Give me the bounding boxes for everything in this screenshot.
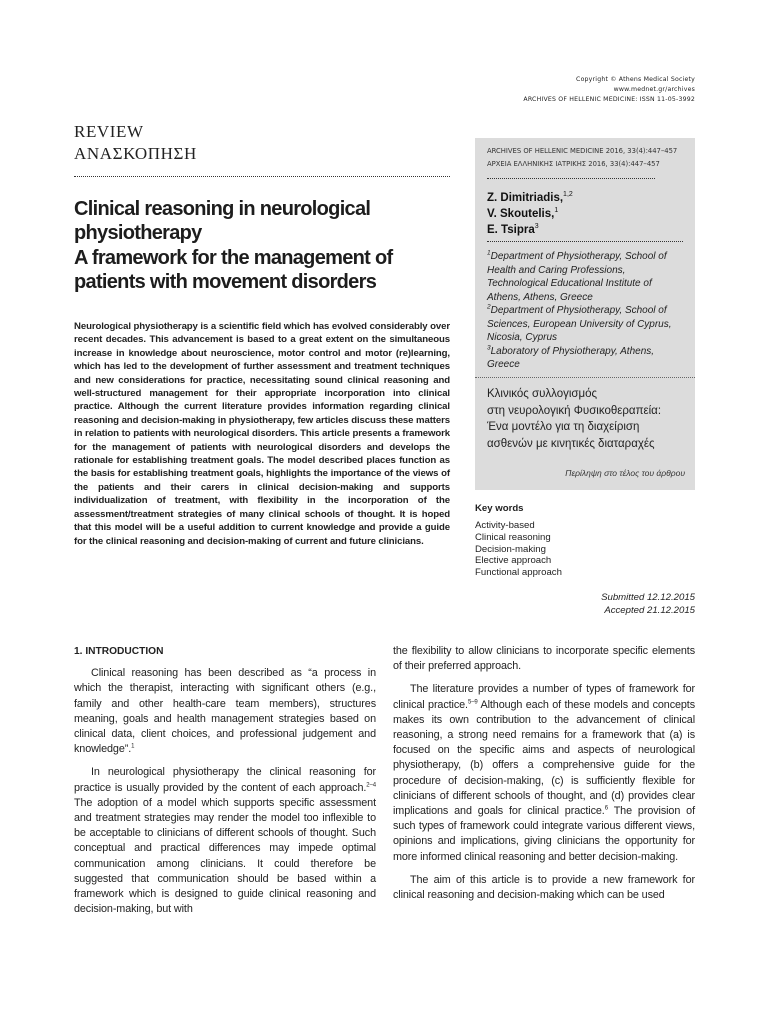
keywords-heading: Key words <box>475 503 524 514</box>
divider <box>487 241 683 242</box>
paragraph: The literature provides a number of types of framework for clinical practice.$^{5-9}$ Although each of these models and concepts makes its own contribution to the advancement of clinical reasoning, a strong need remains for a framework that (a) is focused on the specific aims and aspects of neurological physiotherapy, (b) offers a comprehensive guide for the procedure of decision-making, (c) is sufficiently flexible for clinicians of different schools of thought, and (d) provides clear implications and goals for clinical practice.$^6$ The provision of such types of framework could integrate various different views, opinions and implications, giving clinicians the opportunity for more informed clinical reasoning and better decision-making. <box>393 683 696 863</box>
section-label-en: REVIEW <box>74 122 144 141</box>
copyright-block <box>523 75 695 105</box>
paragraph: the flexibility to allow clinicians to incorporate specific elements of their preferred approach. <box>393 645 695 673</box>
issn-line: ARCHIVES OF HELLENIC MEDICINE: ISSN 11-05-3992 <box>523 96 695 103</box>
copyright-line: Copyright © Athens Medical Society <box>576 76 695 83</box>
submitted-date: Submitted 12.12.2015 <box>601 592 695 603</box>
keywords-list <box>475 520 562 579</box>
divider <box>475 377 695 378</box>
journal-reference <box>487 145 687 171</box>
keyword-item: Functional approach <box>475 567 562 579</box>
author: E. Tsipra$^3$ <box>487 223 539 236</box>
divider <box>74 176 450 177</box>
journal-ref-en: ARCHIVES OF HELLENIC MEDICINE 2016, 33(4):447–457 <box>487 147 678 155</box>
keyword-item: Elective approach <box>475 555 552 567</box>
section-label-gr: ΑΝΑΣΚΟΠΗΣΗ <box>74 144 197 163</box>
affiliation-list <box>487 250 687 372</box>
article-subtitle: A framework for the management of patients with movement disorders <box>74 247 393 293</box>
body-column-left <box>74 644 376 925</box>
section-heading: 1. INTRODUCTION <box>74 646 164 657</box>
author: V. Skoutelis,$^1$ <box>487 207 559 220</box>
paragraph: The aim of this article is to provide a new framework for clinical reasoning and decision-making which can be used <box>393 873 695 902</box>
section-label <box>74 121 197 165</box>
abstract: Neurological physiotherapy is a scientific field which has evolved considerably over recent decades. This advancement is based to a great extent on the simultaneous increase in knowledge about neuroscience, motor control and motor (re)learning, which has led to the development of further assessment and treatment techniques and new considerations for practice, necessitating sound clinical reasoning and well-structured management for their appropriate incorporation into clinical practice. Although the current literature provides information regarding clinical reasoning and decision-making in physiotherapy, few articles discuss these matters in relation to patients with neurological disorders. This article presents a framework for the management of patients with neurological disorders and develops the rationale for establishing treatment goals. The model described places function as the basis for establishing treatment goals, highlights the importance of the views of the patients and their carers in clinical decision-making and supports individualization of treatment, with flexibility in the incorporation of the assessment/treatment strategies of many clinical schools of thought. It is hoped that this model will be a useful addition to current knowledge and provide a guide for the clinical reasoning and decision-making of current and future clinicians. <box>74 321 450 547</box>
journal-ref-gr: ΑΡΧΕΙΑ ΕΛΛΗΝΙΚΗΣ ΙΑΤΡΙΚΗΣ 2016, 33(4):447–457 <box>487 160 660 168</box>
author: Z. Dimitriadis,$^{1,2}$ <box>487 191 573 204</box>
author-list <box>487 190 687 238</box>
accepted-date: Accepted 21.12.2015 <box>604 605 695 616</box>
body-column-right <box>393 644 695 911</box>
keyword-item: Clinical reasoning <box>475 531 551 543</box>
keyword-item: Activity-based <box>475 520 535 531</box>
paragraph: Clinical reasoning has been described as “a process in which the therapist, interacting with significant others (e.g., family and other health-care team members), structures meaning, goals and health management strategies based on clinical data, client choices, and professional judgement and knowledge”.$^1$ <box>74 667 376 756</box>
keyword-item: Decision-making <box>475 543 546 555</box>
affiliation: $^3$Laboratory of Physiotherapy, Athens, Greece <box>487 344 655 370</box>
submission-dates <box>601 591 695 617</box>
article-title: Clinical reasoning in neurological physiotherapy <box>74 198 371 244</box>
greek-title: Κλινικός συλλογισμός στη νευρολογική Φυσικοθεραπεία: Ένα μοντέλο για τη διαχείριση ασθενών με κινητικές διαταραχές <box>487 388 662 450</box>
website-line[interactable]: www.mednet.gr/archives <box>613 86 695 93</box>
divider <box>487 178 655 179</box>
greek-summary-note: Περίληψη στο τέλος του άρθρου <box>565 468 685 478</box>
affiliation: $^1$Department of Physiotherapy, School of Health and Caring Professions, Technological Educational Institute of Athens, Athens, Greece <box>487 249 667 303</box>
paragraph: In neurological physiotherapy the clinical reasoning for practice is usually provided by the content of each approach.$^{2-4}$ The adoption of a model which supports specific assessment and treatment strategies may render the model too inflexible to be acceptable to clinicians of different schools of thought. Such conceptual and practical differences may impede optimal communication among clinicians. It could therefore be suggested that communication should be based within a framework which is designed to guide clinical reasoning and decision-making, but with <box>74 766 376 916</box>
affiliation: $^2$Department of Physiotherapy, School of Sciences, European University of Cyprus, Nicosia, Cyprus <box>487 303 672 343</box>
